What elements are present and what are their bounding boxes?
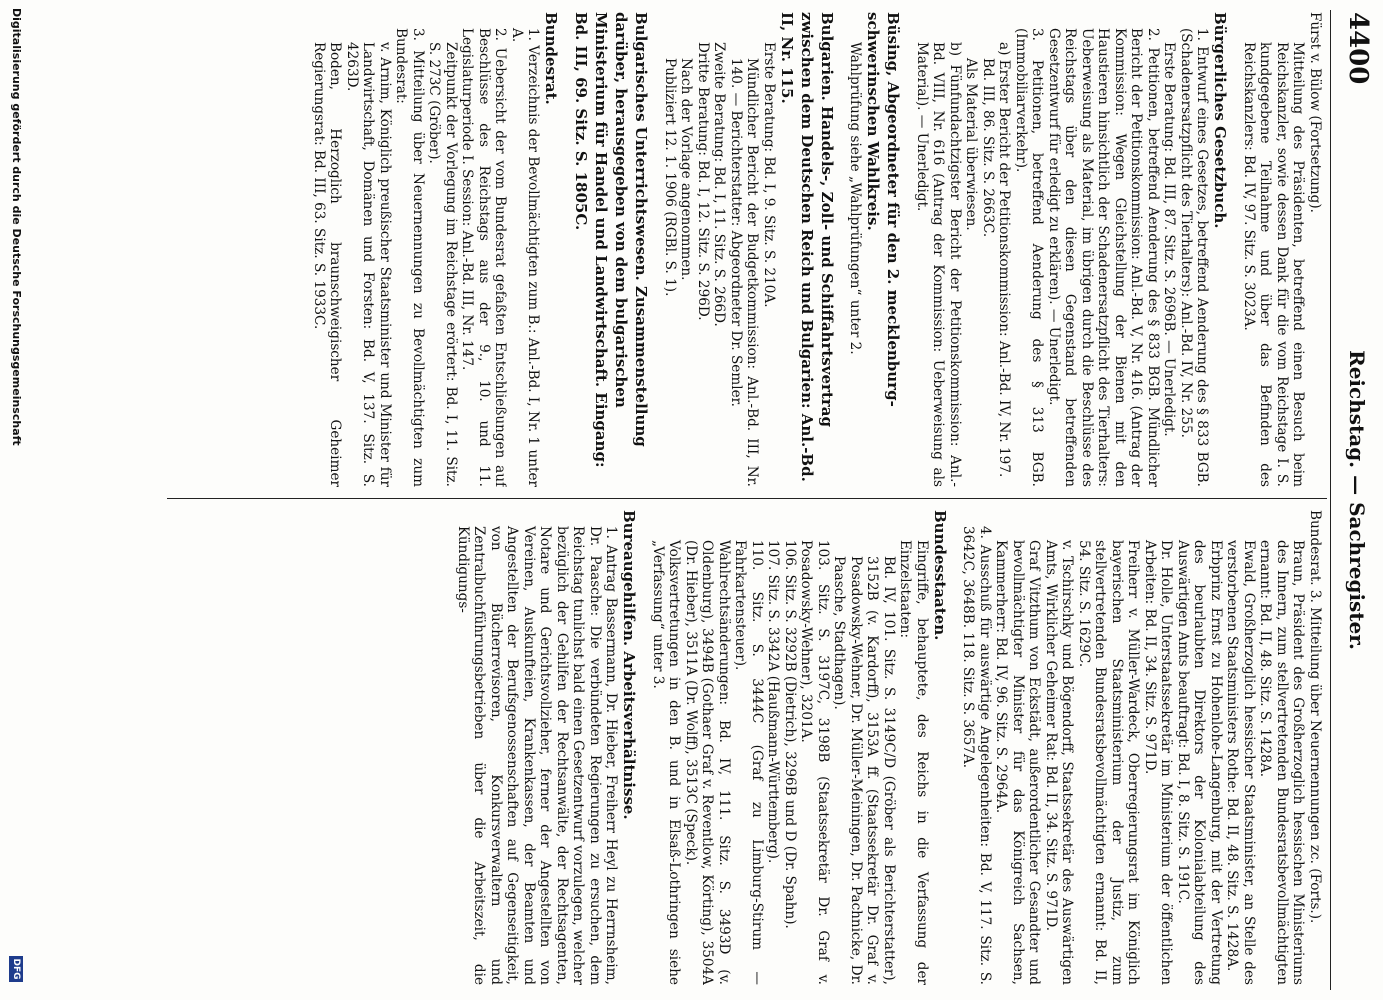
register-entry: v. Tschirschky und Bögendorff, Staatssekretär des Auswärtigen Amts, Wirklicher Geheimer Rat: Bd. II, 34. Sitz. S. 971D. <box>1043 540 1076 985</box>
section-heading: Bureaugehilfen. Arbeitsverhältnisse. <box>620 510 639 820</box>
register-entry: 110. Sitz. S. 3444C (Graf zu Limburg-Stirum — Fahrkartensteuer). <box>732 540 765 985</box>
register-entry: 3. Petitionen, betreffend Aenderung des § 313 BGB. (Immobiliarverkehr). <box>1013 28 1046 487</box>
register-entry: Zeitpunkt der Vorlegung im Reichstage erörtert: Bd. I, 11. Sitz. S. 273C (Gröber). <box>426 42 459 487</box>
register-entry: Mitteilung des Präsidenten, betreffend einen Besuch beim Reichskanzler, sowie dessen Dank für die vom Reichstage I. S. kundgegebene Teilnahme und über das Befinden des Reichskanzlers: Bd. IV, 97. Sitz. S. 3023A. <box>1241 42 1307 487</box>
register-entry: Zweite Beratung: Bd. I, 11. Sitz. S. 266D. <box>711 42 728 327</box>
register-entry: 1. Verzeichnis der Bevollmächtigten zum B.: Anl.-Bd. I, Nr. 1 unter A. <box>509 28 542 487</box>
register-entry: 106. Sitz. S. 3292B (Dietrich), 3296B und D (Dr. Spahn). <box>782 540 798 929</box>
register-entry: 4. Ausschuß für auswärtige Angelegenheiten: Bd. V, 117. Sitz. S. 3642C, 3648B. 118. Sitz. S. 3657A. <box>960 526 993 985</box>
digitization-footer <box>3 8 23 988</box>
register-entry: a) Erster Bericht der Petitionskommission: Anl.-Bd. IV, Nr. 197. <box>996 42 1013 478</box>
register-entry: Dritte Beratung: Bd. I, 12. Sitz. S. 296D. <box>695 42 711 321</box>
register-entry: 103. Sitz. S. 3197C, 3198B (Staatssekretär Dr. Graf v. Posadowsky-Wehner), 3201A. <box>798 540 831 985</box>
register-entry: Mündlicher Bericht der Budgetkommission: Anl.-Bd. III, Nr. 140. — Berichterstatter: Abgeordneter Dr. Semler. <box>728 58 761 487</box>
page-number: 4400 <box>1343 12 1373 85</box>
register-entry: Wahlrechtsänderungen: Bd. IV, 111. Sitz. S. 3493D (v. Oldenburg), 3494B (Gothaer Graf v. Reventlow, Körting), 3504A (Dr. Hieber), 3511A (Dr. Wolff), 3513C (Speck). <box>683 540 732 985</box>
register-entry: 107. Sitz. S. 3342A (Haußmann-Württemberg). <box>765 540 782 864</box>
page-header <box>1335 0 1375 1000</box>
register-entry: 1. Entwurf eines Gesetzes, betreffend Aenderung des § 833 BGB. (Schadenersatzpflicht des Tierhalters): Anl.-Bd. IV, Nr. 255. <box>1178 28 1211 487</box>
register-entry: 2. Petitionen, betreffend Aenderung des § 833 BGB. Mündlicher Bericht der Petitionskommission: Anl.-Bd. V, Nr. 416. (Antrag der Kommission: Wegen Gleichstellung der Bienen mit den Haustieren hinsichtlich der Schadenersatzpflicht des Tierhalters: Ueberweisung als Material, im übrigen durch die Beschlüsse des Reichstags über den diesen Gegenstand betreffenden Gesetzentwurf für erledigt zu erklären). — Unerledigt. <box>1046 28 1161 487</box>
header-rule <box>1330 10 1331 990</box>
section-heading: Bulgarisches Unterrichtswesen. Zusammenstellung darüber, herausgegeben von dem bulgarischen Ministerium für Handel und Landwirtschaft. Eingang: Bd. III, 69. Sitz. S. 1805C. <box>572 12 651 468</box>
register-entry: Erste Beratung: Bd. III, 87. Sitz. S. 2696B. — Unerledigt. <box>1161 42 1178 437</box>
register-entry: Freiherr v. Müller-Wardeck, Oberregierungsrat im Königlich bayerischen Staatsministerium der Justiz, zum stellvertretenden Bundesratsbevollmächtigten ernannt: Bd. II, 54. Sitz. S. 1629C. <box>1076 540 1142 985</box>
register-entry: Dr. Holle, Unterstaatssekretär im Ministerium der öffentlichen Arbeiten: Bd. II, 34. Sitz. S. 971D. <box>1142 540 1175 985</box>
page-title: Reichstag. — Sachregister. <box>1345 350 1369 650</box>
register-entry: Bd. III, 86. Sitz. S. 2663C. <box>980 58 996 238</box>
register-entry: Fürst v. Bülow (Fortsetzung). <box>1307 12 1323 214</box>
register-entry: Publiziert 12. 1. 1906 (RGBl. S. 1). <box>662 58 678 297</box>
register-entry: Graf Vitzthum von Eckstädt, außerordentlicher Gesandter und bevollmächtigter Minister für das Königreich Sachsen, Kammerherr: Bd. IV, 96. Sitz. S. 2964A. <box>993 540 1043 985</box>
section-heading: Bundesrat. <box>542 12 561 105</box>
register-entry: Als Material überwiesen. <box>963 58 980 231</box>
right-column <box>173 510 1323 985</box>
register-entry: 1. Antrag Bassermann, Dr. Hieber, Freiherr Heyl zu Herrnsheim, Dr. Paasche: Die verbündeten Regierungen zu ersuchen, dem Reichstag tunlichst bald einen Gesetzentwurf vorzulegen, welcher bezüglich der Gehilfen der Rechtsanwälte, der Rechtsagenten, Notare und Gerichtsvollzieher, ferner der Angestellten von Vereinen, Auskunfteien, Krankenkassen, der Beamten und Angestellten der Berufsgenossenschaften auf Gegenseitigkeit, von Bücherrevisoren, Konkursverwaltern und Zentralbuchführungsbetrieben über die Arbeitszeit, die Kündigungs- <box>455 526 620 985</box>
section-heading: Bulgarien. Handels-, Zoll- und Schiffahrtsvertrag zwischen dem Deutschen Reich und Bulgarien: Anl.-Bd. II, Nr. 115. <box>778 12 836 482</box>
register-entry: Eingriffe, behauptete, des Reichs in die Verfassung der Einzelstaaten: <box>897 540 930 985</box>
register-entry: Wahlprüfung siehe „Wahlprüfungen“ unter 2. <box>847 42 864 355</box>
register-entry: 2. Uebersicht der vom Bundesrat gefaßten Entschließungen auf Beschlüsse des Reichstags aus der 9., 10. und 11. Legislaturperiode I. Session: Anl.-Bd. III, Nr. 147. <box>459 28 509 487</box>
register-entry: 3. Mitteilung über Neuernennungen zu Bevollmächtigten zum Bundesrat: <box>393 28 426 487</box>
register-entry: Bundesrat. 3. Mitteilung über Neuernennungen zc. (Forts.). <box>1307 510 1323 924</box>
register-entry: Volksvertretungen in den B. und in Elsaß-Lothringen siehe „Verfassung“ unter 3. <box>650 540 683 985</box>
register-entry: Erste Beratung: Bd. I, 9. Sitz. S. 210A. <box>761 42 777 308</box>
register-entry: v. Arnim, Königlich preußischer Staatsminister und Minister für Landwirtschaft, Domänen und Forsten: Bd. V, 137. Sitz. S. 4263D. <box>344 42 393 487</box>
register-entry: Braun, Präsident des Großherzoglich hessischen Ministeriums des Innern, zum stellvertretenden Bundesratsbevollmächtigten ernannt: Bd. II, 48. Sitz. S. 1428A. <box>1257 540 1307 985</box>
register-entry: b) Fünfundachtzigster Bericht der Petitionskommission: Anl.-Bd. VIII, Nr. 616 (Antrag der Kommission: Ueberweisung als Material). — Unerledigt. <box>914 42 963 487</box>
register-entry: Nach der Vorlage angenommen. <box>678 58 695 281</box>
section-heading: Bürgerliches Gesetzbuch. <box>1211 12 1230 229</box>
register-entry: Ewald, Großherzoglich hessischer Staatsminister, an Stelle des verstorbenen Staatsministers Rothe: Bd. II, 48. Sitz. S. 1428A. <box>1224 540 1257 985</box>
footer-text: Digitalisierung gefördert durch die Deutsche Forschungsgemeinschaft <box>10 8 23 446</box>
register-entry: Bd. IV, 101. Sitz. S. 3149C/D (Gröber als Berichterstatter), 3152B (v. Kardorff), 3153A ff. (Staatssekretär Dr. Graf v. Posadowsky-Wehner, Dr. Müller-Meiningen, Dr. Pachnicke, Dr. Paasche, Stadthagen). <box>831 556 897 985</box>
register-entry: Boden, Herzoglich braunschweigischer Geheimer Regierungsrat: Bd. III, 63. Sitz. S. 1933C. <box>311 42 344 487</box>
column-divider <box>167 498 1327 499</box>
section-heading: Bundesstaaten. <box>931 510 949 641</box>
section-heading: Büsing, Abgeordneter für den 2. mecklenburg-schwerinschen Wahlkreis. <box>864 12 903 407</box>
register-entry: Erbprinz Ernst zu Hohenlohe-Langenburg, mit der Vertretung des beurlaubten Direktors der Kolonialabteilung des Auswärtigen Amts beauftragt: Bd. I, 8. Sitz. S. 191C. <box>1175 540 1224 985</box>
left-column <box>173 12 1323 487</box>
dfg-logo: DFG <box>9 956 23 982</box>
